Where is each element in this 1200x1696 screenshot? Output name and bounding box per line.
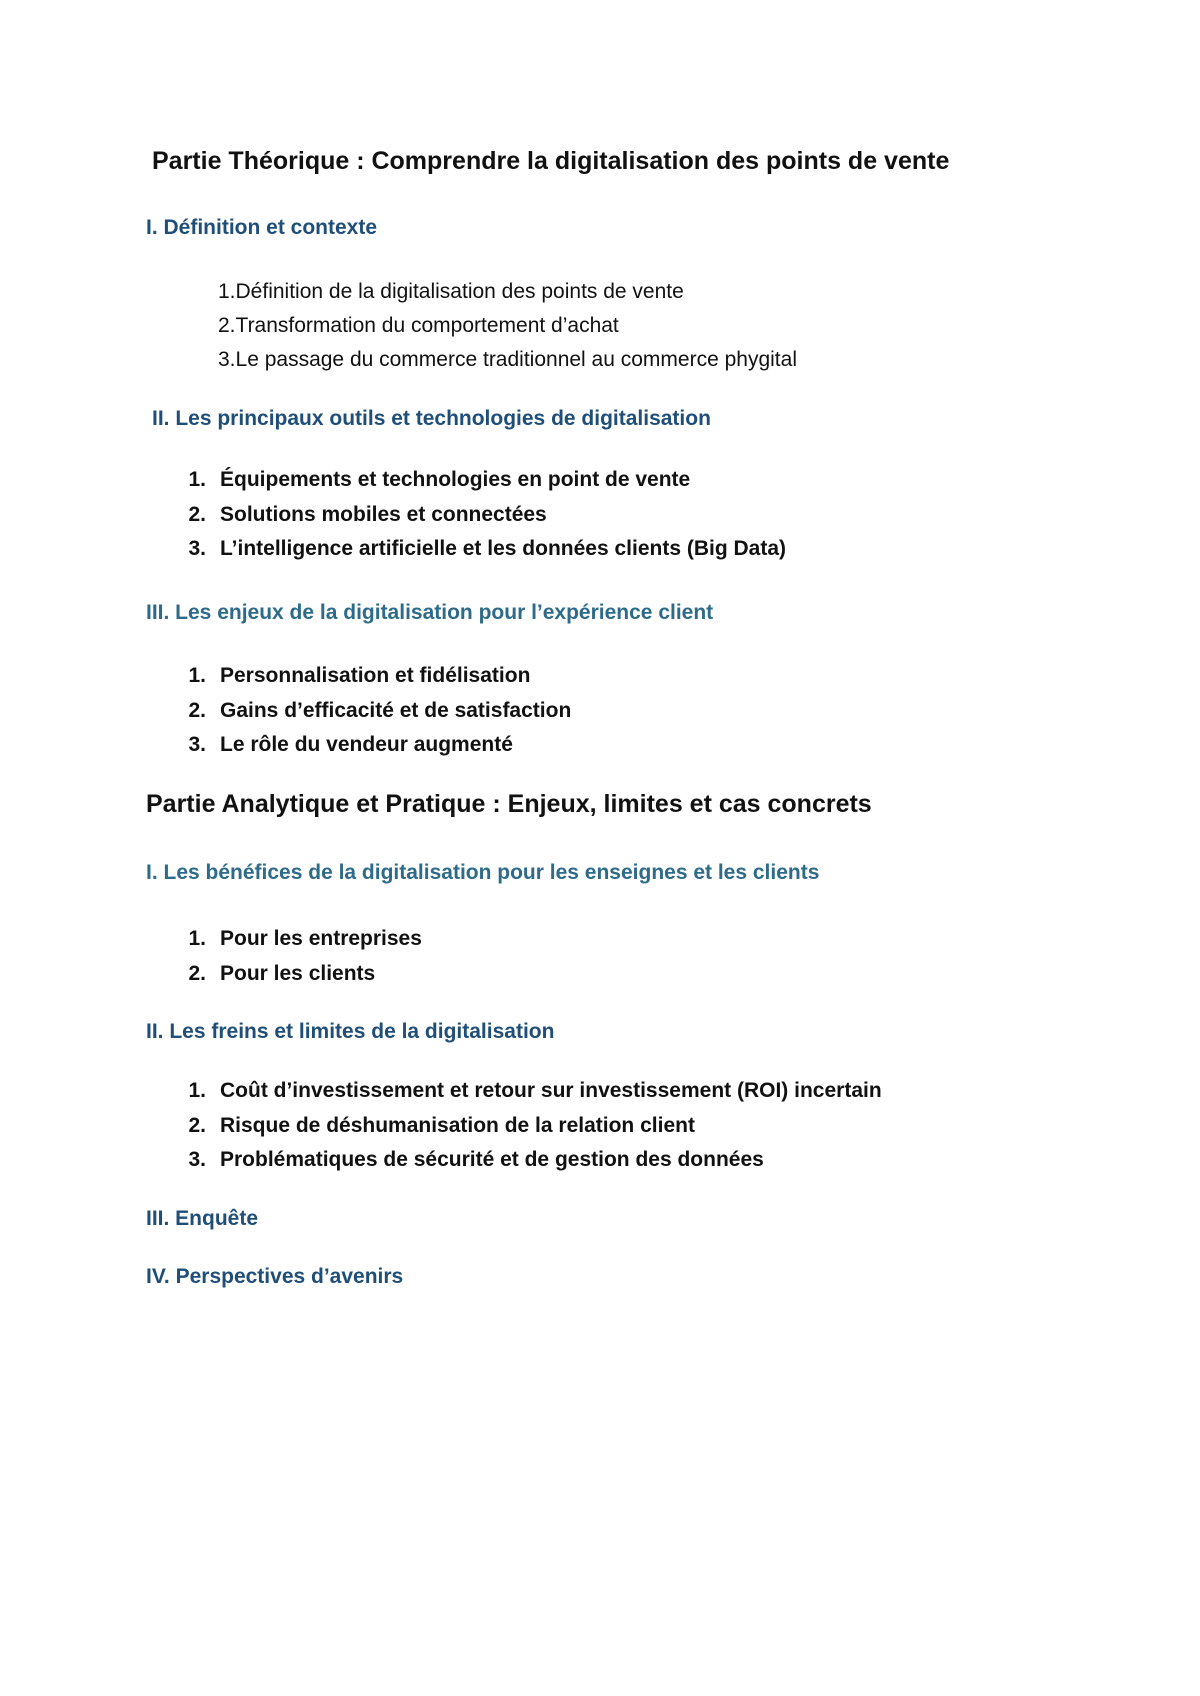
list-item: 1. Coût d’investissement et retour sur investissement (ROI) incertain [188, 1079, 882, 1102]
definition-list [218, 275, 797, 377]
list-item: 1. Équipements et technologies en point de vente [188, 468, 691, 491]
section-heading-perspectives: IV. Perspectives d’avenirs [146, 1265, 404, 1288]
list-item: 1. Pour les entreprises [188, 927, 422, 950]
section-heading-survey: III. Enquête [146, 1207, 259, 1230]
list-item: 3. Le rôle du vendeur augmenté [188, 733, 513, 756]
tools-list [168, 463, 786, 567]
section-heading-stakes: III. Les enjeux de la digitalisation pour l’expérience client [146, 601, 714, 624]
list-item: 1.Définition de la digitalisation des points de vente [218, 280, 684, 303]
section-heading-benefits: I. Les bénéfices de la digitalisation pour les enseignes et les clients [146, 861, 820, 884]
section-heading-definition: I. Définition et contexte [146, 216, 378, 239]
stakes-list [168, 659, 571, 763]
list-item: 1. Personnalisation et fidélisation [188, 664, 531, 687]
benefits-list [168, 922, 422, 991]
list-item: 3. Problématiques de sécurité et de gestion des données [188, 1148, 764, 1171]
list-item: 2. Risque de déshumanisation de la relation client [188, 1113, 695, 1137]
list-item: 3. L’intelligence artificielle et les données clients (Big Data) [188, 537, 786, 560]
list-item: 2. Solutions mobiles et connectées [188, 502, 547, 526]
list-item: 2. Pour les clients [188, 961, 376, 985]
list-item: 2.Transformation du comportement d’achat [218, 314, 619, 337]
part-2-title: Partie Analytique et Pratique : Enjeux, limites et cas concrets [146, 790, 872, 818]
list-item: 3.Le passage du commerce traditionnel au commerce phygital [218, 348, 797, 371]
part-1-title: Partie Théorique : Comprendre la digitalisation des points de vente [152, 147, 950, 175]
section-heading-limits: II. Les freins et limites de la digitalisation [146, 1020, 555, 1043]
limits-list [168, 1074, 882, 1178]
section-heading-tools: II. Les principaux outils et technologies de digitalisation [152, 407, 711, 430]
list-item: 2. Gains d’efficacité et de satisfaction [188, 698, 572, 722]
